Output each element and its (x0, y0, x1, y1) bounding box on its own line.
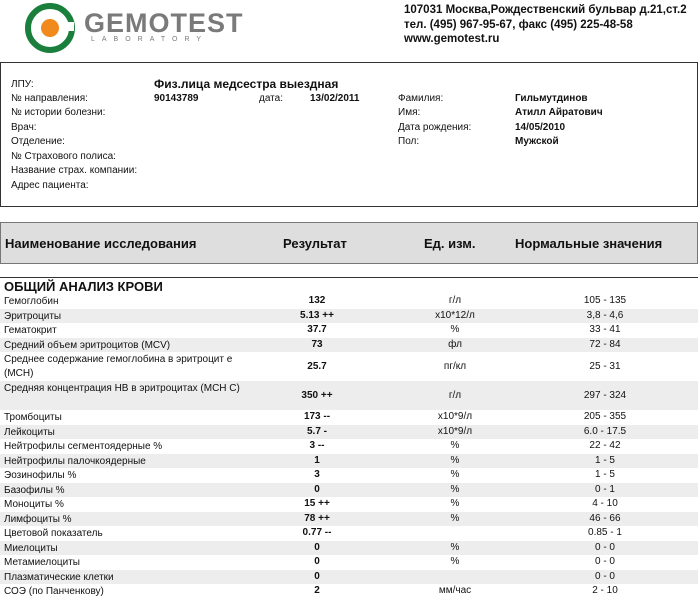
result-cell: 5.13 ++ (300, 309, 334, 321)
normal-range-cell: 0 - 0 (594, 541, 615, 553)
report-header (0, 0, 700, 58)
normal-range-cell: 1 - 5 (594, 469, 615, 481)
test-name-cell: Гемоглобин (4, 296, 59, 307)
normal-range-cell: 6.0 - 17.5 (583, 425, 627, 437)
result-cell: 3 -- (309, 440, 325, 452)
test-name-cell: Миелоциты (4, 542, 58, 554)
table-row (0, 570, 698, 585)
result-cell: 0 (314, 541, 320, 553)
unit-cell: пг/кл (443, 360, 467, 372)
result-cell: 37.7 (307, 324, 327, 336)
date-value: 13/02/2011 (310, 93, 360, 104)
referral-label: № направления: (11, 93, 88, 104)
lab-contact-block (404, 3, 687, 47)
table-row (0, 584, 698, 599)
unit-cell: % (450, 541, 460, 553)
lab-website: www.gemotest.ru (404, 33, 500, 45)
unit-cell: % (450, 556, 460, 568)
table-row (0, 526, 698, 541)
unit-cell: % (450, 454, 460, 466)
result-cell: 25.7 (307, 360, 327, 372)
test-name-cell: Моноциты % (4, 499, 64, 510)
test-name-cell: Нейтрофилы палочкоядерные (4, 455, 146, 467)
test-name-cell: Гематокрит (4, 325, 57, 336)
table-row (0, 338, 698, 353)
result-cell: 1 (314, 454, 320, 466)
table-row (0, 512, 698, 527)
unit-cell: % (450, 498, 460, 510)
table-row (0, 483, 698, 498)
test-name-cell: Плазматические клетки (4, 571, 114, 583)
normal-range-cell: 205 - 355 (583, 411, 627, 423)
surname-value: Гильмутдинов (515, 93, 588, 104)
test-name-cell: Тромбоциты (4, 412, 62, 423)
test-name-cell: Нейтрофилы сегментоядерные % (4, 441, 163, 452)
insurance-label: № Страхового полиса: (11, 151, 116, 162)
normal-range-cell: 297 - 324 (583, 389, 627, 401)
result-cell: 5.7 - (306, 425, 327, 437)
normal-range-cell: 22 - 42 (589, 440, 621, 452)
result-cell: 73 (311, 338, 323, 350)
referral-value: 90143789 (154, 93, 199, 104)
test-name-cell: Эритроциты (4, 310, 62, 322)
results-table-header (0, 222, 698, 264)
unit-cell: x10*12/л (435, 309, 475, 321)
table-row (0, 294, 698, 309)
test-name-cell: Среднее содержание гемоглобина в эритроцит е (МСН) (4, 354, 233, 379)
unit-cell: % (450, 324, 460, 336)
normal-range-cell: 0 - 0 (594, 556, 615, 568)
history-label: № истории болезни: (11, 107, 106, 118)
result-cell: 0.77 -- (302, 527, 332, 539)
brand-name: GEMOTEST (84, 8, 244, 38)
unit-cell: x10*9/л (437, 411, 473, 423)
section-title: ОБЩИЙ АНАЛИЗ КРОВИ (4, 279, 163, 294)
normal-range-cell: 1 - 5 (594, 454, 615, 466)
result-cell: 3 (314, 469, 320, 481)
test-name-cell: Метамиелоциты (4, 557, 80, 568)
test-name-cell: Эозинофилы % (4, 470, 77, 481)
dob-value: 14/05/2010 (515, 122, 566, 133)
normal-range-cell: 46 - 66 (589, 512, 621, 524)
header-result: Результат (283, 236, 347, 251)
dob-label: Дата рождения: (398, 122, 472, 133)
lpu-value: Физ.лица медсестра выездная (154, 77, 339, 91)
table-row (0, 439, 698, 454)
table-row (0, 352, 698, 381)
table-row (0, 309, 698, 324)
table-row (0, 555, 698, 570)
table-row (0, 541, 698, 556)
normal-range-cell: 0 - 1 (594, 483, 615, 495)
table-row (0, 454, 698, 469)
test-name-cell: Средний объем эритроцитов (MCV) (4, 339, 171, 351)
patient-address-label: Адрес пациента: (11, 180, 89, 191)
table-row (0, 323, 698, 338)
result-cell: 0 (314, 570, 320, 582)
sex-value: Мужской (515, 136, 559, 147)
date-label: дата: (259, 93, 283, 104)
table-row (0, 381, 698, 410)
lab-phone: тел. (495) 967-95-67, факс (495) 225-48-58 (404, 18, 633, 31)
test-name-cell: Лимфоциты % (4, 513, 72, 525)
results-table-body (0, 294, 698, 599)
normal-range-cell: 33 - 41 (589, 324, 621, 336)
test-name-cell: Средняя концентрация HB в эритроцитах (MCH C) (4, 383, 240, 394)
result-cell: 350 ++ (301, 389, 333, 401)
unit-cell: г/л (448, 295, 462, 307)
header-unit: Ед. изм. (424, 236, 476, 251)
normal-range-cell: 105 - 135 (583, 295, 627, 307)
doctor-label: Врач: (11, 122, 37, 133)
result-cell: 173 -- (303, 411, 331, 423)
unit-cell: % (450, 440, 460, 452)
patient-info-box (0, 62, 698, 207)
surname-label: Фамилия: (398, 93, 444, 104)
result-cell: 132 (308, 295, 326, 307)
result-cell: 15 ++ (304, 498, 330, 510)
normal-range-cell: 0.85 - 1 (588, 527, 622, 539)
normal-range-cell: 0 - 0 (594, 570, 615, 582)
table-row (0, 497, 698, 512)
lab-address: 107031 Москва,Рождественский бульвар д.21,ст.2 (404, 4, 687, 16)
header-test-name: Наименование исследования (5, 236, 197, 251)
section-heading (0, 277, 698, 294)
insurer-label: Название страх. компании: (11, 165, 138, 176)
header-normal-range: Нормальные значения (515, 236, 663, 251)
test-name-cell: Цветовой показатель (4, 528, 103, 539)
normal-range-cell: 4 - 10 (592, 498, 618, 510)
table-row (0, 410, 698, 425)
department-label: Отделение: (11, 136, 65, 147)
normal-range-cell: 25 - 31 (589, 360, 621, 372)
name-value: Атилл Айратович (515, 107, 603, 118)
result-cell: 0 (314, 483, 320, 495)
unit-cell: мм/час (438, 585, 472, 597)
normal-range-cell: 72 - 84 (589, 338, 621, 350)
table-row (0, 468, 698, 483)
test-name-cell: Лейкоциты (4, 426, 55, 438)
normal-range-cell: 3,8 - 4,6 (586, 309, 624, 321)
normal-range-cell: 2 - 10 (592, 585, 618, 597)
result-cell: 78 ++ (304, 512, 330, 524)
brand-subtitle: LABORATORY (91, 36, 209, 43)
unit-cell: фл (448, 338, 462, 350)
result-cell: 2 (314, 585, 320, 597)
table-row (0, 425, 698, 440)
unit-cell: x10*9/л (437, 425, 473, 437)
result-cell: 0 (314, 556, 320, 568)
sex-label: Пол: (398, 136, 420, 147)
unit-cell: % (450, 483, 460, 495)
unit-cell: % (450, 512, 460, 524)
lpu-label: ЛПУ: (11, 79, 34, 90)
unit-cell: г/л (448, 389, 462, 401)
test-name-cell: Базофилы % (4, 484, 65, 496)
test-name-cell: СОЭ (по Панченкову) (4, 586, 104, 597)
unit-cell: % (450, 469, 460, 481)
name-label: Имя: (398, 107, 421, 118)
gemotest-logo-icon (24, 2, 76, 54)
